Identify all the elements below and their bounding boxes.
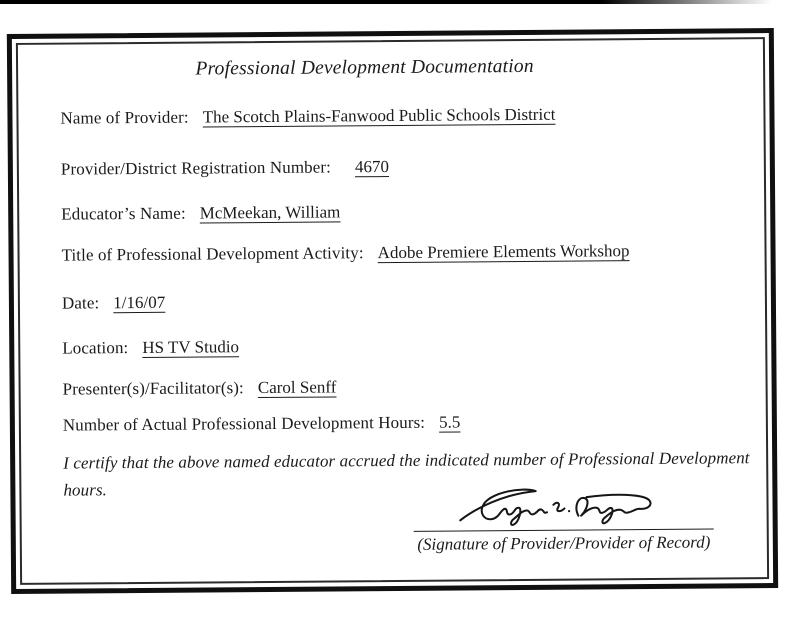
field-activity-title [61, 241, 629, 265]
field-label: Title of Professional Development Activity: [61, 243, 364, 265]
field-label: Presenter(s)/Facilitator(s): [62, 378, 244, 399]
field-educator-name [61, 202, 340, 224]
certification-statement: I certify that the above named educator accrued the indicated number of Professional Development hours. [63, 448, 750, 500]
field-value: Carol Senff [257, 377, 337, 398]
field-hours [63, 412, 461, 435]
document-inner-border [16, 37, 769, 585]
field-value: HS TV Studio [142, 337, 240, 357]
field-value: Adobe Premiere Elements Workshop [377, 241, 630, 263]
signature-handwriting [454, 481, 672, 531]
field-label: Date: [61, 293, 100, 313]
document-border-frame [7, 28, 778, 594]
signature-block [413, 480, 714, 554]
field-value: The Scotch Plains-Fanwood Public Schools District [202, 104, 556, 127]
field-label: Provider/District Registration Number: [60, 157, 332, 179]
field-label: Educator’s Name: [61, 203, 186, 224]
field-location [62, 337, 239, 358]
field-value: 4670 [354, 157, 390, 177]
field-label: Number of Actual Professional Development Hours: [62, 412, 426, 435]
document-title: Professional Development Documentation [195, 55, 534, 80]
field-value: 5.5 [439, 412, 461, 432]
field-presenter [63, 377, 337, 399]
field-registration-number [61, 157, 389, 180]
field-provider-name [60, 105, 555, 129]
field-date [62, 293, 165, 314]
field-value: McMeekan, William [199, 202, 341, 223]
field-label: Name of Provider: [60, 107, 189, 128]
scan-artifact-line [0, 0, 772, 4]
field-value: 1/16/07 [113, 292, 166, 313]
field-label: Location: [62, 338, 129, 358]
signature-caption: (Signature of Provider/Provider of Record) [417, 532, 711, 554]
